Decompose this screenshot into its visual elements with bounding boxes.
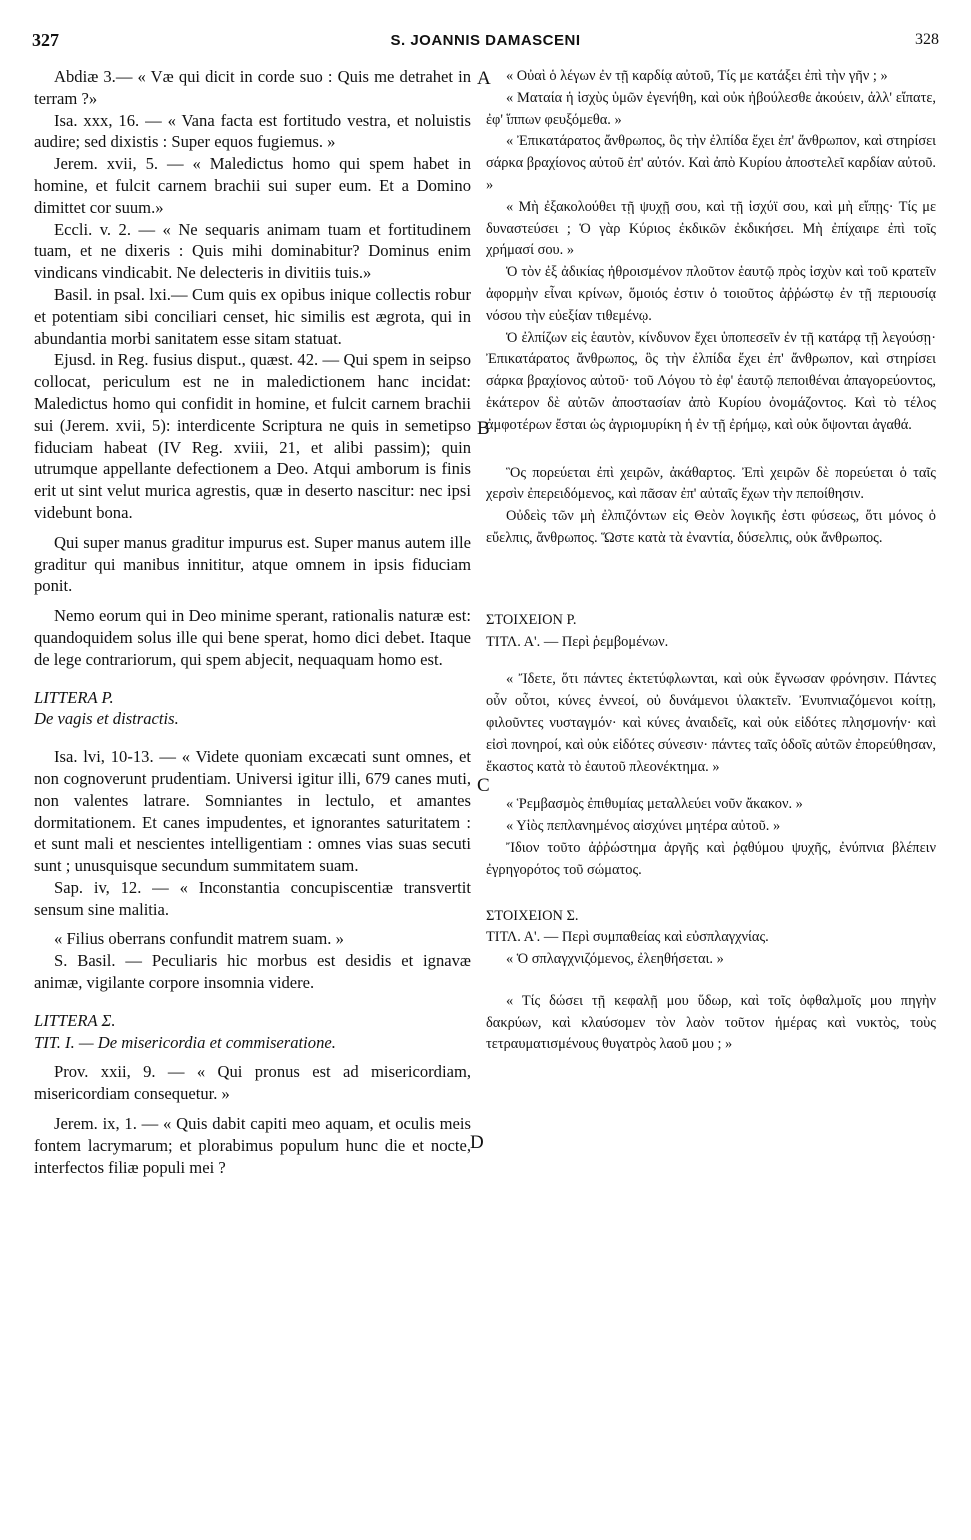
page-number-left: 327 (32, 30, 59, 50)
margin-letter-c: C (477, 775, 490, 796)
latin-paragraph: Abdiæ 3.— « Væ qui dicit in corde suo : Quis me detrahet in terram ?» (34, 67, 471, 108)
greek-column (486, 66, 936, 1056)
latin-paragraph: Qui super manus graditur impurus est. Super manus autem ille graditur qui manibus innititur, atque omnem in ipsis fiduciam ponit. (34, 532, 471, 596)
greek-paragraph: Οὐδεὶς τῶν μὴ ἐλπιζόντων εἰς Θεὸν λογικῆς ἐστι φύσεως, ὅτι μόνος ὁ εὔελπις, ἄνθρωπος. Ὥστε κατὰ τὰ ἐναντία, δύσελπις, οὐκ ἄνθρωπος. (486, 508, 936, 546)
section-subheading: ΤΙΤΛ. Α'. — Περὶ συμπαθείας καὶ εὐσπλαγχνίας. (486, 929, 769, 946)
latin-paragraph: Eccli. v. 2. — « Ne sequaris animam tuam et fortitudinem tuam, et ne dixeris : Quis mihi dominabitur? Dominus enim vindicans vindicabit. Ne delecteris in divitiis tuis.» (34, 219, 471, 283)
latin-paragraph: « Filius oberrans confundit matrem suam. » (54, 929, 344, 949)
greek-paragraph: « Ἴδετε, ὅτι πάντες ἐκτετύφλωνται, καὶ οὐκ ἔγνωσαν φρόνησιν. Πάντες οὖν οὗτοι, κύνες ἐννεοί, οὐ δυνάμενοι ὑλακτεῖν. Ἐνυπνιαζόμενοι κοίτῃ, φιλοῦντες νυσταγμόν· καὶ κύνες ἀναιδεῖς, καὶ οὐκ εἰδότες πλησμονήν· καὶ εἰσὶ πονηροί, καὶ οὐκ εἰδότες σύνεσιν· πάντες ταῖς ὁδοῖς αὐτῶν ἐπορεύθησαν, ἕκαστος κατὰ τὸ ἑαυτοῦ πλεονέκτημα. » (486, 671, 936, 775)
latin-paragraph: Isa. lvi, 10-13. — « Videte quoniam excæcati sunt omnes, et non cognoverunt prudentiam. Universi igitur illi, 679 canes muti, non valentes latrare. Somniantes in lectulo, et amantes dormitationem. Et canes impudentes, et ignorantes saturitatem : et sunt mali et nescientes intelligentiam : omnes vias suas secuti sunt ; unusquisque secundum summitatem suam. (34, 747, 471, 876)
latin-paragraph: Isa. xxx, 16. — « Vana facta est fortitudo vestra, et noluistis audire; sed dixistis : Super equos fugiemus. » (34, 110, 471, 152)
margin-letter-b: B (477, 418, 490, 439)
greek-paragraph: Ὁ ἐλπίζων εἰς ἑαυτὸν, κίνδυνον ἔχει ὑποπεσεῖν ἐν τῇ κατάρᾳ τῇ λεγούσῃ· Ἐπικατάρατος ἄνθρωπος, ὃς τὴν ἐλπίδα ἔχει ἐπ' ἄνθρωπον, καὶ στηρίσει σάρκα βραχίονος αὐτοῦ· τοῦ Λόγου τὸ ἐφ' ἑαυτῷ πεποιθέναι ἀπαγορεύοντος, ἑκάτερον δὲ αὐτῶν ἀποστασίαν ἀπὸ Κυρίου ὀνομάζοντος. Καὶ τὸ τέλος ἀμφοτέρων ἔσται ὡς ἀγριομυρίκη ἡ ἐν τῇ ἐρήμῳ, καὶ οὐκ ὄψονται ἀγαθά. (486, 329, 936, 433)
margin-letter-a: A (477, 68, 491, 89)
greek-paragraph: « Ματαία ἡ ἰσχὺς ὑμῶν ἐγενήθη, καὶ οὐκ ἠβούλεσθε ἀκούειν, ἀλλ' εἴπατε, ἐφ' ἵππων φευξόμεθα. » (486, 89, 936, 128)
latin-paragraph: S. Basil. — Peculiaris hic morbus est desidis et ignavæ animæ, vigilante corpore insomnia videre. (34, 951, 471, 993)
latin-column (34, 66, 471, 1178)
latin-paragraph: Prov. xxii, 9. — « Qui pronus est ad misericordiam, misericordiam consequetur. » (34, 1062, 471, 1104)
page-number-right: 328 (915, 31, 939, 48)
greek-paragraph: « Μὴ ἐξακολούθει τῇ ψυχῇ σου, καὶ τῇ ἰσχύϊ σου, καὶ μὴ εἴπῃς· Τίς με δυναστεύσει ; Ὁ γὰρ Κύριος ἐκδικῶν ἐκδικήσει. Μὴ ἐπίχαιρε ἐπὶ τοῖς χρήμασί σου. » (486, 198, 936, 259)
greek-paragraph: « Τίς δώσει τῇ κεφαλῇ μου ὕδωρ, καὶ τοῖς ὀφθαλμοῖς μου πηγὴν δακρύων, καὶ κλαύσομεν τὸν λαὸν τοῦτον ἡμέρας καὶ νυκτὸς, τοὺς τετραυματισμένους θυγατρὸς λαοῦ μου ; » (486, 992, 936, 1053)
greek-paragraph: Ὁ τὸν ἐξ ἀδικίας ἠθροισμένον πλοῦτον ἑαυτῷ πρὸς ἰσχὺν καὶ τοῦ κρατεῖν ἀφορμὴν εἶναι κρίνων, ὅμοιός ἐστιν ὁ τοιοῦτος ἀῤῥώστῳ ἐν τῇ περιουσίᾳ νόσου τὴν εὐεξίαν τιθεμένῳ. (486, 264, 936, 324)
section-subheading: De vagis et distractis. (34, 709, 179, 729)
section-subheading: TIT. I. — De misericordia et commiseratione. (34, 1032, 336, 1052)
greek-paragraph: « Υἱὸς πεπλανημένος αἰσχύνει μητέρα αὐτοῦ. » (506, 818, 781, 835)
greek-paragraph: « Ὁ σπλαγχνιζόμενος, ἐλεηθήσεται. » (506, 951, 724, 968)
greek-paragraph: Ὃς πορεύεται ἐπὶ χειρῶν, ἀκάθαρτος. Ἐπὶ χειρῶν δὲ πορεύεται ὁ ταῖς χερσὶν ἐπερειδόμενος, καὶ πᾶσαν ἐπ' αὐταῖς ἔχων τὴν πεποίθησιν. (486, 464, 936, 503)
margin-letter-d: D (470, 1132, 484, 1153)
greek-paragraph: « Ῥεμβασμὸς ἐπιθυμίας μεταλλεύει νοῦν ἄκακον. » (506, 796, 803, 813)
latin-paragraph: Sap. iv, 12. — « Inconstantia concupiscentiæ transvertit sensum sine malitia. (34, 877, 471, 919)
section-heading: ΣΤΟΙΧΕΙΟΝ Σ. (486, 907, 579, 924)
section-heading: LITTERA Σ. (34, 1010, 116, 1030)
latin-paragraph: Ejusd. in Reg. fusius disput., quæst. 42. — Qui spem in seipso collocat, periculum est ne in maledictionem hanc incidat: Maledictus homo qui confidit in homine, et fulcit carnem brachii sui (Jerem. xvii, 5): interdicente Scriptura ne quis in semetipso fiduciam habeat (IV Reg. xviii, 21, et alibi passim); quin utrumque appellante defectionem a Deo. Atqui amborum is finis erit ut sint velut murica agrestis, quæ in deserto nascitur: nec ipsi videbunt bona. (34, 350, 471, 522)
section-heading: LITTERA P. (34, 687, 114, 707)
latin-paragraph: Nemo eorum qui in Deo minime sperant, rationalis naturæ est: quandoquidem solus ille qui bene sperat, homo dici debet. Itaque de lege contrariorum, qui spem abjecit, nequaquam homo est. (34, 606, 471, 669)
section-subheading: ΤΙΤΛ. Α'. — Περὶ ῥεμβομένων. (486, 633, 669, 650)
greek-paragraph: Ἴδιον τοῦτο ἀῤῥώστημα ἀργῆς καὶ ῥᾳθύμου ψυχῆς, ἐνύπνια βλέπειν ἐγρηγορότος τοῦ σώματος. (486, 839, 936, 878)
page-header (32, 30, 939, 56)
section-heading: ΣΤΟΙΧΕΙΟΝ Ρ. (486, 611, 577, 628)
running-title: S. JOANNIS DAMASCENI (390, 32, 581, 49)
greek-paragraph: « Οὐαὶ ὁ λέγων ἐν τῇ καρδίᾳ αὐτοῦ, Τίς με κατάξει ἐπὶ τὴν γῆν ; » (506, 68, 888, 84)
latin-paragraph: Basil. in psal. lxi.— Cum quis ex opibus inique collectis robur et potentiam sibi conciliari censet, hic similis est ægrota, qui in abundantia morbi sanitatem esse sitam statuat. (34, 284, 471, 348)
latin-paragraph: Jerem. ix, 1. — « Quis dabit capiti meo aquam, et oculis meis fontem lacrymarum; et plorabimus populum hunc die et nocte, interfectos filiæ populi mei ? (34, 1114, 471, 1177)
latin-paragraph: Jerem. xvii, 5. — « Maledictus homo qui spem habet in homine, et fulcit carnem brachii sui super eum. Et a Domino dimittet cor suum.» (34, 154, 471, 217)
greek-paragraph: « Ἐπικατάρατος ἄνθρωπος, ὃς τὴν ἐλπίδα ἔχει ἐπ' ἄνθρωπον, καὶ στηρίσει σάρκα βραχίονος αὐτοῦ ἐπ' αὐτόν. Καὶ ἀπὸ Κυρίου ἀποστελεῖ καρδίαν αὐτοῦ. » (486, 133, 936, 193)
